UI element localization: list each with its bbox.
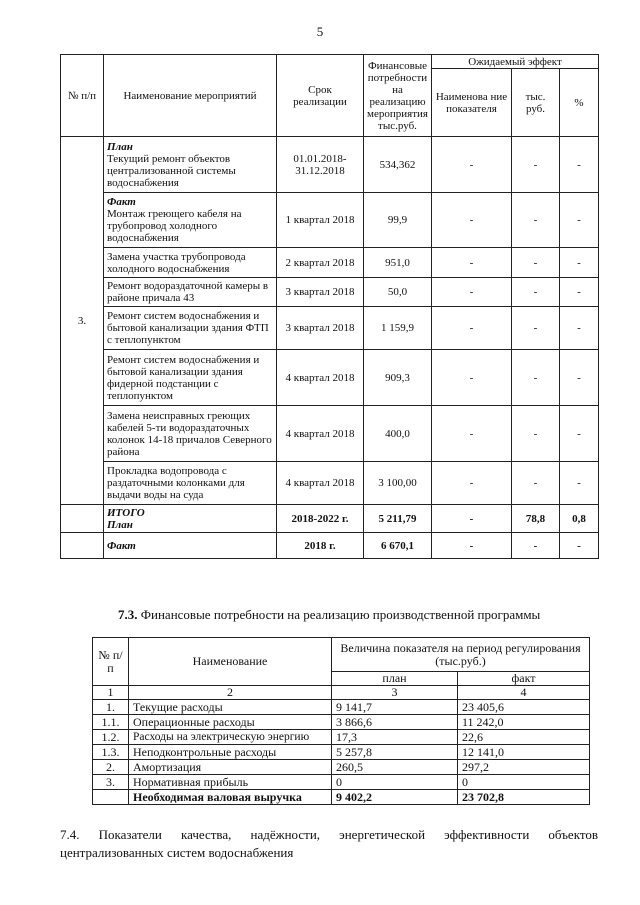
activity-finance: 951,0 <box>364 248 432 278</box>
t2-row-num: 2. <box>93 760 129 775</box>
activity-indicator: - <box>432 137 512 193</box>
t2-row-name: Расходы на электрическую энергию <box>129 730 332 745</box>
total-finance: 5 211,79 <box>364 505 432 533</box>
header-indicator: Наименова ние показателя <box>432 69 512 137</box>
t2-row-num: 1.2. <box>93 730 129 745</box>
total-rub: 78,8 <box>512 505 560 533</box>
t2-header-plan: план <box>332 672 458 686</box>
fact-total-term: 2018 г. <box>277 533 364 559</box>
fact-empty <box>61 533 104 559</box>
fact-total-rub: - <box>512 533 560 559</box>
activity-pct: - <box>560 248 599 278</box>
activity-term: 4 квартал 2018 <box>277 462 364 505</box>
t2-total-empty <box>93 790 129 805</box>
activity-indicator: - <box>432 193 512 248</box>
activity-name: Факт Монтаж греющего кабеля на трубопровод холодного водоснабжения <box>104 193 277 248</box>
activity-indicator: - <box>432 406 512 462</box>
activity-finance: 909,3 <box>364 350 432 406</box>
t2-row-name: Неподконтрольные расходы <box>129 745 332 760</box>
header-finance: Финансовые потребности на реализацию мероприятия тыс.руб. <box>364 55 432 137</box>
header-num: № п/п <box>61 55 104 137</box>
activity-pct: - <box>560 137 599 193</box>
activity-indicator: - <box>432 462 512 505</box>
t2-row-plan: 0 <box>332 775 458 790</box>
t2-row-num: 1.1. <box>93 715 129 730</box>
t2-row-plan: 17,3 <box>332 730 458 745</box>
fact-total-finance: 6 670,1 <box>364 533 432 559</box>
activity-pct: - <box>560 462 599 505</box>
activity-pct: - <box>560 307 599 350</box>
activity-finance: 400,0 <box>364 406 432 462</box>
t2-row-num: 1.3. <box>93 745 129 760</box>
activity-rub: - <box>512 307 560 350</box>
activity-name: Ремонт систем водоснабжения и бытовой канализации здания фидерной подстанции с теплопунктом <box>104 350 277 406</box>
activity-term: 2 квартал 2018 <box>277 248 364 278</box>
t2-colnum: 4 <box>458 686 590 700</box>
activity-pct: - <box>560 406 599 462</box>
activity-term: 4 квартал 2018 <box>277 406 364 462</box>
section-7-4-line1: 7.4. Показатели качества, надёжности, энергетической эффективности объектов <box>60 827 598 842</box>
activity-term: 3 квартал 2018 <box>277 307 364 350</box>
t2-total-plan: 9 402,2 <box>332 790 458 805</box>
fact-total-label: Факт <box>104 533 277 559</box>
plan-label: План <box>107 140 133 153</box>
header-name: Наименование мероприятий <box>104 55 277 137</box>
t2-row-plan: 3 866,6 <box>332 715 458 730</box>
fact-total-pct: - <box>560 533 599 559</box>
header-effect: Ожидаемый эффект <box>432 55 599 69</box>
t2-row-fact: 11 242,0 <box>458 715 590 730</box>
t2-colnum: 1 <box>93 686 129 700</box>
total-term: 2018-2022 г. <box>277 505 364 533</box>
t2-row-name: Амортизация <box>129 760 332 775</box>
t2-header-value: Величина показателя на период регулирования (тыс.руб.) <box>332 638 590 672</box>
activity-indicator: - <box>432 278 512 307</box>
t2-header-name: Наименование <box>129 638 332 686</box>
activity-indicator: - <box>432 307 512 350</box>
t2-row-fact: 23 405,6 <box>458 700 590 715</box>
section-7-4-line2: централизованных систем водоснабжения <box>60 845 294 860</box>
header-percent: % <box>560 69 599 137</box>
t2-colnum: 3 <box>332 686 458 700</box>
t2-row-num: 1. <box>93 700 129 715</box>
t2-row-name: Операционные расходы <box>129 715 332 730</box>
total-label: ИТОГО План <box>104 505 277 533</box>
section-7-4-paragraph <box>60 826 598 862</box>
t2-header-num: № п/п <box>93 638 129 686</box>
total-empty <box>61 505 104 533</box>
total-indicator: - <box>432 505 512 533</box>
activity-rub: - <box>512 248 560 278</box>
t2-row-fact: 297,2 <box>458 760 590 775</box>
t2-total-fact: 23 702,8 <box>458 790 590 805</box>
activity-indicator: - <box>432 248 512 278</box>
activity-rub: - <box>512 462 560 505</box>
t2-row-plan: 9 141,7 <box>332 700 458 715</box>
activity-name: Прокладка водопровода с раздаточными колонками для выдачи воды на суда <box>104 462 277 505</box>
page-number: 5 <box>316 24 324 39</box>
t2-row-fact: 12 141,0 <box>458 745 590 760</box>
activity-rub: - <box>512 193 560 248</box>
activity-term: 4 квартал 2018 <box>277 350 364 406</box>
activity-pct: - <box>560 350 599 406</box>
activity-term: 01.01.2018-31.12.2018 <box>277 137 364 193</box>
activity-finance: 50,0 <box>364 278 432 307</box>
activity-rub: - <box>512 350 560 406</box>
t2-row-plan: 5 257,8 <box>332 745 458 760</box>
activity-term: 3 квартал 2018 <box>277 278 364 307</box>
section-7-3-heading: 7.3. Финансовые потребности на реализацию производственной программы <box>118 607 541 622</box>
t2-row-name: Текущие расходы <box>129 700 332 715</box>
t2-row-name: Нормативная прибыль <box>129 775 332 790</box>
activities-table <box>60 54 599 559</box>
activity-name: Замена участка трубопровода холодного водоснабжения <box>104 248 277 278</box>
activity-name: Замена неисправных греющих кабелей 5-ти водораздаточных колонок 14-18 причалов Северного района <box>104 406 277 462</box>
header-thousand: тыс. руб. <box>512 69 560 137</box>
t2-header-fact: факт <box>458 672 590 686</box>
activity-finance: 3 100,00 <box>364 462 432 505</box>
t2-row-num: 3. <box>93 775 129 790</box>
activity-finance: 99,9 <box>364 193 432 248</box>
t2-row-fact: 22,6 <box>458 730 590 745</box>
activity-pct: - <box>560 193 599 248</box>
activity-indicator: - <box>432 350 512 406</box>
total-pct: 0,8 <box>560 505 599 533</box>
activity-rub: - <box>512 278 560 307</box>
fact-total-indicator: - <box>432 533 512 559</box>
t2-colnum: 2 <box>129 686 332 700</box>
t2-row-fact: 0 <box>458 775 590 790</box>
fact-label: Факт <box>107 196 136 208</box>
finance-needs-table <box>92 637 590 805</box>
activity-rub: - <box>512 406 560 462</box>
activity-name: Ремонт систем водоснабжения и бытовой канализации здания ФТП с теплопунктом <box>104 307 277 350</box>
activity-finance: 1 159,9 <box>364 307 432 350</box>
activity-finance: 534,362 <box>364 137 432 193</box>
activity-name: План Текущий ремонт объектов централизованной системы водоснабжения <box>104 137 277 193</box>
section-number: 3. <box>61 137 104 505</box>
activity-rub: - <box>512 137 560 193</box>
t2-total-name: Необходимая валовая выручка <box>129 790 332 805</box>
activity-name: Ремонт водораздаточной камеры в районе причала 43 <box>104 278 277 307</box>
header-term: Срок реализации <box>277 55 364 137</box>
t2-row-plan: 260,5 <box>332 760 458 775</box>
activity-pct: - <box>560 278 599 307</box>
activity-term: 1 квартал 2018 <box>277 193 364 248</box>
